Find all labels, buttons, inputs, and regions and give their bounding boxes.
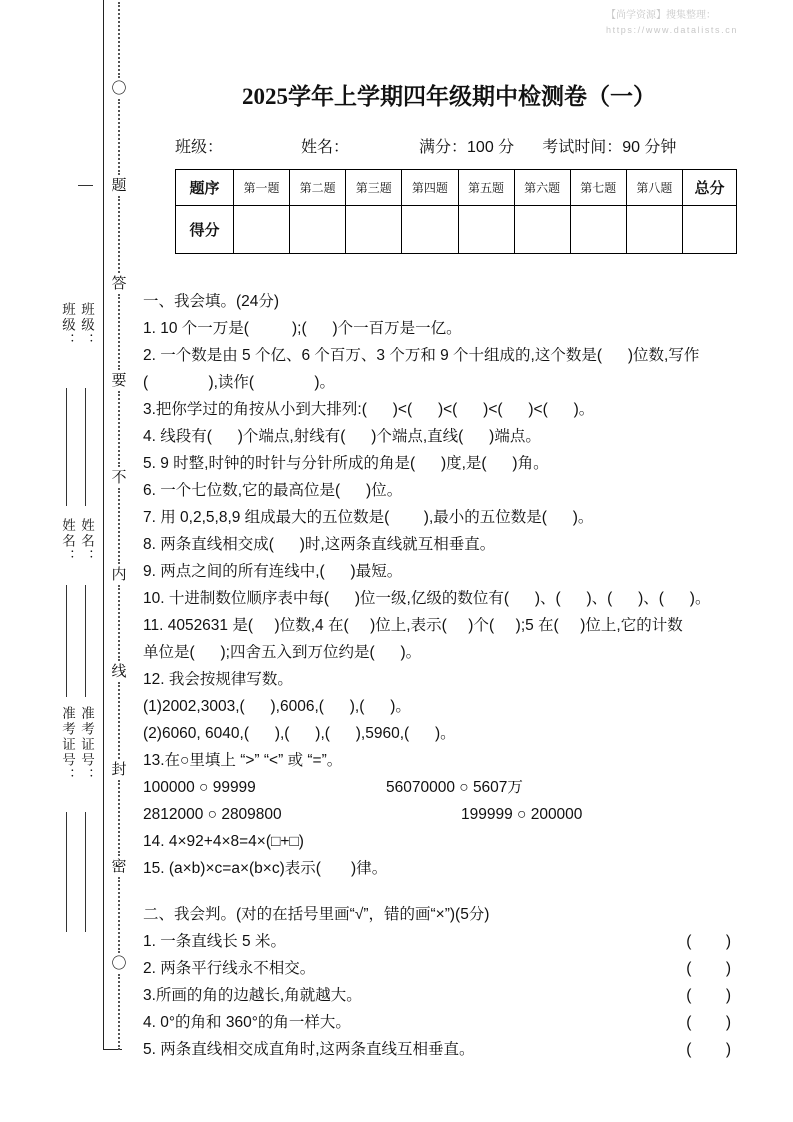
question-line: 15. (a×b)×c=a×(b×c)表示( )律。 bbox=[143, 860, 388, 877]
seal-blank-line bbox=[66, 585, 67, 697]
question-line: (1)2002,3003,( ),6006,( ),( )。 bbox=[143, 698, 411, 715]
score-table-col: 第七题 bbox=[570, 170, 626, 206]
judge-text: 3.所画的角的边越长,角就越大。 bbox=[143, 987, 362, 1004]
comparison-row bbox=[143, 801, 755, 828]
section1-heading: 一、我会填。(24分) bbox=[143, 293, 280, 310]
judge-item bbox=[143, 928, 731, 955]
score-table-score-row bbox=[176, 206, 737, 254]
watermark-url: https://www.datalists.cn bbox=[606, 25, 738, 35]
question-line: 8. 两条直线相交成( )时,这两条直线就互相垂直。 bbox=[143, 536, 496, 553]
exam-time-label: 考试时间：90 分钟 bbox=[542, 139, 677, 156]
judge-text: 1. 一条直线长 5 米。 bbox=[143, 933, 286, 950]
dotted-segment bbox=[118, 99, 120, 175]
answer-bracket: ( ) bbox=[686, 960, 731, 977]
seal-char: 〇 bbox=[111, 954, 127, 972]
score-table bbox=[175, 169, 737, 254]
dotted-segment bbox=[118, 585, 120, 661]
answer-bracket: ( ) bbox=[686, 1041, 731, 1058]
score-table-col: 第八题 bbox=[626, 170, 682, 206]
question-line: ( ),读作( )。 bbox=[143, 374, 336, 391]
margin-dash bbox=[78, 185, 93, 186]
seal-blank-line bbox=[85, 812, 86, 932]
score-cell bbox=[402, 206, 458, 254]
comparison-pair: 199999 ○ 200000 bbox=[461, 806, 583, 823]
score-table-corner: 题序 bbox=[176, 170, 234, 206]
score-table-col: 第二题 bbox=[290, 170, 346, 206]
question-line: 12. 我会按规律写数。 bbox=[143, 671, 293, 688]
watermark-source: 【尚学资源】搜集整理： bbox=[606, 10, 716, 21]
question-line: 4. 线段有( )个端点,射线有( )个端点,直线( )端点。 bbox=[143, 428, 541, 445]
score-cell bbox=[570, 206, 626, 254]
page-title: 2025学年上学期四年级期中检测卷（一） bbox=[242, 84, 656, 109]
section-true-false bbox=[143, 901, 755, 1063]
question-line: 2. 一个数是由 5 个亿、6 个百万、3 个万和 9 个十组成的,这个数是( )位数,写作 bbox=[143, 347, 700, 364]
seal-label-class: 班级： bbox=[60, 302, 75, 349]
seal-blank-line bbox=[66, 388, 67, 506]
judge-text: 2. 两条平行线永不相交。 bbox=[143, 960, 316, 977]
question-line: 11. 4052631 是( )位数,4 在( )位上,表示( )个( );5 在( )位上,它的计数 bbox=[143, 617, 683, 634]
seal-char: 密 bbox=[111, 857, 127, 875]
full-score-label: 满分：100 分 bbox=[419, 139, 515, 156]
question-line: 单位是( );四舍五入到万位约是( )。 bbox=[143, 644, 422, 661]
judge-text: 4. 0°的角和 360°的角一样大。 bbox=[143, 1014, 351, 1031]
section-fill-in bbox=[143, 288, 755, 882]
seal-char: 要 bbox=[111, 371, 127, 389]
question-line: 3.把你学过的角按从小到大排列:( )<( )<( )<( )<( )。 bbox=[143, 401, 595, 418]
score-cell bbox=[234, 206, 290, 254]
answer-bracket: ( ) bbox=[686, 933, 731, 950]
info-row bbox=[143, 134, 755, 157]
score-table-header-row bbox=[176, 170, 737, 206]
section2-heading: 二、我会判。(对的在括号里画“√”，错的画“×”)(5分) bbox=[143, 906, 490, 923]
seal-blank-line bbox=[85, 585, 86, 697]
question-line: 7. 用 0,2,5,8,9 组成最大的五位数是( ),最小的五位数是( )。 bbox=[143, 509, 594, 526]
question-line: 5. 9 时整,时钟的时针与分针所成的角是( )度,是( )角。 bbox=[143, 455, 549, 472]
question-line: 10. 十进制数位顺序表中每( )位一级,亿级的数位有( )、( )、( )、( )。 bbox=[143, 590, 711, 607]
score-cell bbox=[514, 206, 570, 254]
question-line: 13.在○里填上 “>” “<” 或 “=”。 bbox=[143, 752, 343, 769]
seal-char: 内 bbox=[111, 566, 127, 584]
class-field-label: 班级： bbox=[175, 139, 224, 156]
dotted-segment bbox=[118, 780, 120, 856]
score-table-col: 第四题 bbox=[402, 170, 458, 206]
comparison-row bbox=[143, 774, 755, 801]
score-table-total: 总分 bbox=[683, 170, 737, 206]
question-line: 6. 一个七位数,它的最高位是( )位。 bbox=[143, 482, 403, 499]
seal-label-exam-number: 准考证号： bbox=[60, 706, 75, 784]
seal-dotted-line bbox=[110, 0, 128, 1052]
seal-char: 题 bbox=[111, 177, 127, 195]
dotted-segment bbox=[118, 196, 120, 272]
judge-item bbox=[143, 1009, 731, 1036]
exam-content bbox=[143, 0, 755, 1063]
dotted-segment bbox=[118, 2, 120, 78]
question-line: 14. 4×92+4×8=4×(□+□) bbox=[143, 833, 304, 850]
score-table-col: 第六题 bbox=[514, 170, 570, 206]
score-cell bbox=[683, 206, 737, 254]
comparison-pair: 2812000 ○ 2809800 bbox=[143, 806, 282, 823]
dotted-segment bbox=[118, 877, 120, 953]
seal-blank-line bbox=[66, 812, 67, 932]
judge-text: 5. 两条直线相交成直角时,这两条直线互相垂直。 bbox=[143, 1041, 475, 1058]
score-cell bbox=[458, 206, 514, 254]
dotted-segment bbox=[118, 488, 120, 564]
judge-item bbox=[143, 955, 731, 982]
judge-item bbox=[143, 1036, 731, 1063]
score-table-col: 第三题 bbox=[346, 170, 402, 206]
judge-item bbox=[143, 982, 731, 1009]
answer-bracket: ( ) bbox=[686, 987, 731, 1004]
score-table-col: 第一题 bbox=[234, 170, 290, 206]
score-cell bbox=[290, 206, 346, 254]
score-row-label: 得分 bbox=[176, 206, 234, 254]
seal-char: 不 bbox=[111, 468, 127, 486]
seal-char: 线 bbox=[111, 663, 127, 681]
question-line: (2)6060, 6040,( ),( ),( ),5960,( )。 bbox=[143, 725, 456, 742]
score-cell bbox=[346, 206, 402, 254]
seal-label-name: 姓名： bbox=[79, 518, 94, 565]
dotted-segment bbox=[118, 294, 120, 370]
seal-label-exam-number: 准考证号： bbox=[79, 706, 94, 784]
answer-bracket: ( ) bbox=[686, 1014, 731, 1031]
seal-border-line bbox=[103, 0, 104, 1049]
score-table-col: 第五题 bbox=[458, 170, 514, 206]
comparison-pair: 100000 ○ 99999 bbox=[143, 779, 256, 796]
score-cell bbox=[626, 206, 682, 254]
name-field-label: 姓名： bbox=[301, 139, 350, 156]
seal-blank-line bbox=[85, 388, 86, 506]
question-line: 9. 两点之间的所有连线中,( )最短。 bbox=[143, 563, 403, 580]
seal-label-class: 班级： bbox=[79, 302, 94, 349]
seal-char: 〇 bbox=[111, 80, 127, 98]
question-line: 1. 10 个一万是( );( )个一百万是一亿。 bbox=[143, 320, 462, 337]
dotted-segment bbox=[118, 682, 120, 758]
dotted-segment bbox=[118, 974, 120, 1050]
seal-label-name: 姓名： bbox=[60, 518, 75, 565]
seal-char: 答 bbox=[111, 274, 127, 292]
seal-char: 封 bbox=[111, 760, 127, 778]
dotted-segment bbox=[118, 391, 120, 467]
comparison-pair: 56070000 ○ 5607万 bbox=[386, 779, 523, 796]
